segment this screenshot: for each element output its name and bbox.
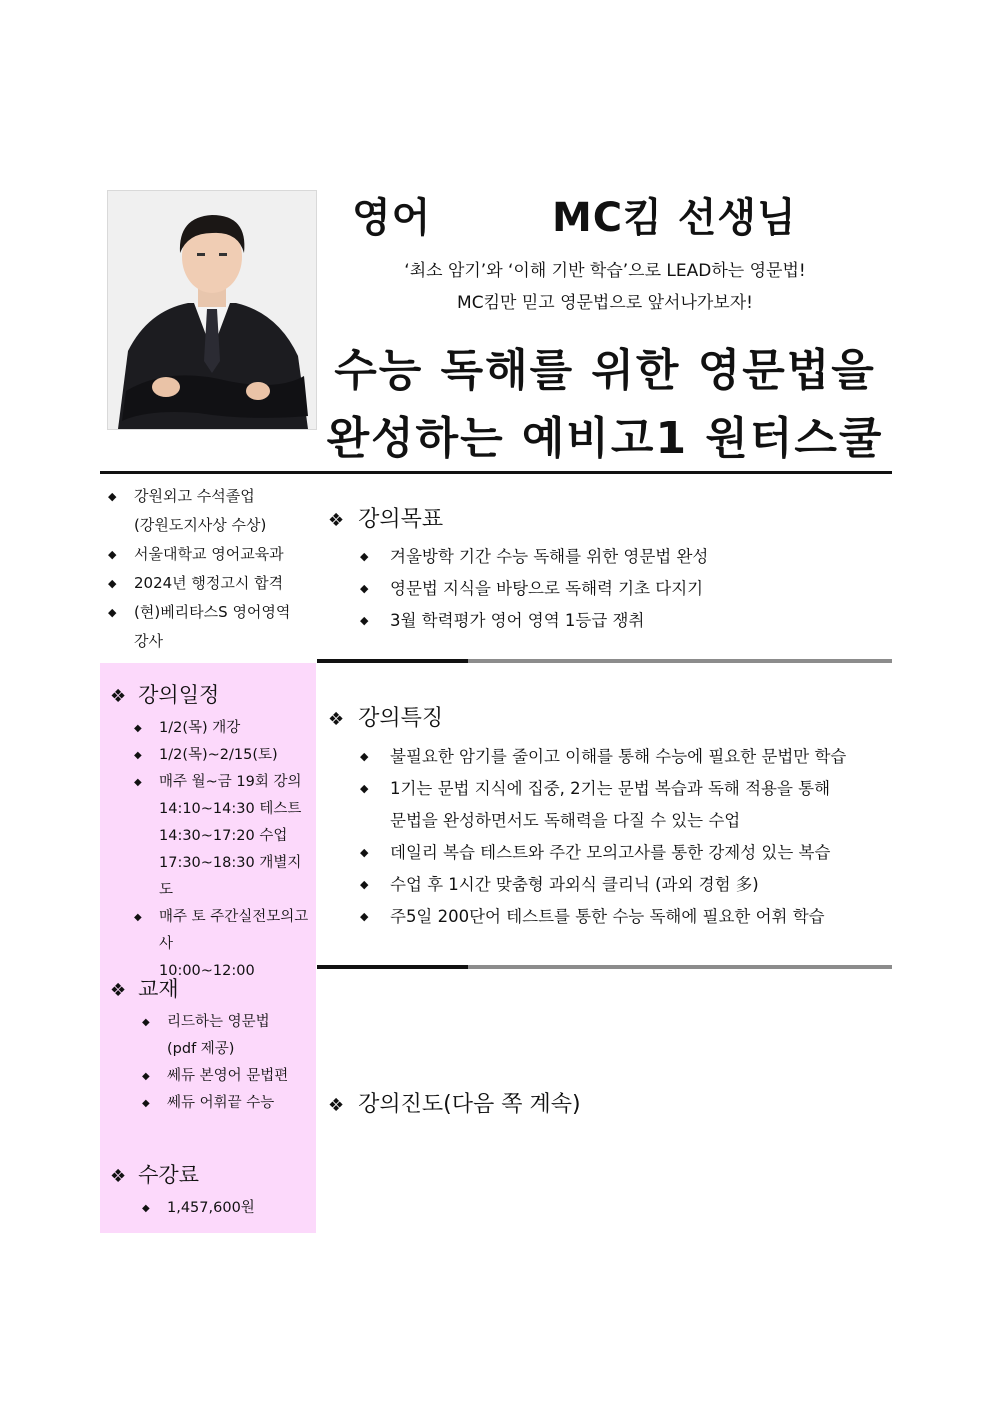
teacher-profile <box>104 482 309 656</box>
bullet-diamond-icon: ◆ <box>134 912 142 923</box>
goals-heading <box>328 502 443 533</box>
bullet-diamond-icon: ◆ <box>142 1098 150 1109</box>
textbook-item <box>142 1009 312 1036</box>
schedule-item-continuation: 17:30~18:30 개별지도 <box>159 855 302 898</box>
schedule-item-text: 매주 토 주간실전모의고사 <box>159 909 309 952</box>
profile-item <box>104 482 309 511</box>
profile-item-text: 2024년 행정고시 합격 <box>134 574 284 592</box>
bullet-diamond-icon: ◆ <box>360 614 369 627</box>
fee-heading <box>110 1159 199 1189</box>
divider-dark-segment <box>317 965 468 969</box>
header-divider <box>100 471 892 474</box>
feature-item-text: 1기는 문법 지식에 집중, 2기는 문법 복습과 독해 적용을 통해 <box>390 779 831 798</box>
profile-item-text: 서울대학교 영어교육과 <box>134 545 284 563</box>
bullet-diamond-icon: ◆ <box>142 1071 150 1082</box>
feature-item-text: 불필요한 암기를 줄이고 이해를 통해 수능에 필요한 문법만 학습 <box>390 747 847 766</box>
progress-heading-text: 강의진도(다음 쪽 계속) <box>358 1092 581 1117</box>
bullet-diamond-icon: ◆ <box>134 750 142 761</box>
features-list <box>360 741 885 933</box>
schedule-item <box>134 769 314 796</box>
goal-item-text: 영문법 지식을 바탕으로 독해력 기초 다지기 <box>390 579 704 598</box>
feature-item-text: 데일리 복습 테스트와 주간 모의고사를 통한 강제성 있는 복습 <box>390 843 831 862</box>
goal-item <box>360 573 880 605</box>
textbook-item-text: 쎄듀 본영어 문법편 <box>167 1068 289 1084</box>
bullet-diamond-icon: ◆ <box>360 878 369 891</box>
feature-item-continuation: 문법을 완성하면서도 독해력을 다질 수 있는 수업 <box>390 811 741 830</box>
fee-item-text: 1,457,600원 <box>167 1200 255 1216</box>
tagline-1: ‘최소 암기’와 ‘이해 기반 학습’으로 LEAD하는 영문법! <box>404 261 806 281</box>
teacher-photo <box>107 190 317 430</box>
feature-item <box>360 773 885 805</box>
bullet-diamond-icon: ◆ <box>360 550 369 563</box>
feature-item <box>360 901 885 933</box>
profile-item-text: (현)베리타스S 영어영역 <box>134 603 291 621</box>
schedule-item <box>134 715 314 742</box>
fee-heading-text: 수강료 <box>138 1163 199 1187</box>
progress-heading <box>328 1087 581 1118</box>
goal-item-text: 겨울방학 기간 수능 독해를 위한 영문법 완성 <box>390 547 709 566</box>
section-diamond-icon: ❖ <box>328 1095 345 1116</box>
bullet-diamond-icon: ◆ <box>108 577 117 590</box>
textbook-heading-text: 교재 <box>138 977 179 1001</box>
feature-item-text: 수업 후 1시간 맞춤형 과외식 클리닉 (과외 경험 多) <box>390 875 759 894</box>
schedule-heading <box>110 679 219 709</box>
schedule-item-continuation: 10:00~12:00 <box>159 963 255 979</box>
teacher-name: MC킴 선생님 <box>552 195 797 241</box>
textbook-item-continuation: (pdf 제공) <box>167 1041 235 1057</box>
bullet-diamond-icon: ◆ <box>360 582 369 595</box>
schedule-list <box>134 715 314 985</box>
goal-item <box>360 541 880 573</box>
section-diamond-icon: ❖ <box>110 1166 127 1187</box>
textbook-item <box>142 1090 312 1117</box>
fee-item <box>142 1195 312 1222</box>
textbook-item-text: 리드하는 영문법 <box>167 1014 270 1030</box>
section-diamond-icon: ❖ <box>328 510 345 531</box>
bullet-diamond-icon: ◆ <box>134 723 142 734</box>
bullet-diamond-icon: ◆ <box>108 606 117 619</box>
schedule-item <box>134 904 314 958</box>
divider-light-segment <box>468 965 892 969</box>
section-diamond-icon: ❖ <box>328 709 345 730</box>
profile-item <box>104 540 309 569</box>
bullet-diamond-icon: ◆ <box>108 548 117 561</box>
schedule-item-continuation: 14:30~17:20 수업 <box>159 828 288 844</box>
textbook-list <box>142 1009 312 1117</box>
profile-item-text: 강원외고 수석졸업 <box>134 487 255 505</box>
textbook-heading <box>110 973 179 1003</box>
goals-list <box>360 541 880 637</box>
divider-dark-segment <box>317 659 468 663</box>
feature-item <box>360 837 885 869</box>
subject-label: 영어 <box>352 195 432 241</box>
feature-item <box>360 869 885 901</box>
section-diamond-icon: ❖ <box>110 980 127 1001</box>
bullet-diamond-icon: ◆ <box>108 490 117 503</box>
divider-light-segment <box>468 659 892 663</box>
profile-item <box>104 569 309 598</box>
bullet-diamond-icon: ◆ <box>360 910 369 923</box>
info-sidebar <box>100 663 316 1233</box>
feature-item-text: 주5일 200단어 테스트를 통한 수능 독해에 필요한 어휘 학습 <box>390 907 825 926</box>
profile-item <box>104 598 309 627</box>
profile-list <box>104 482 309 656</box>
bullet-diamond-icon: ◆ <box>142 1017 150 1028</box>
schedule-item <box>134 742 314 769</box>
goal-item <box>360 605 880 637</box>
bullet-diamond-icon: ◆ <box>360 846 369 859</box>
schedule-item-text: 매주 월~금 19회 강의 <box>159 774 302 790</box>
bullet-diamond-icon: ◆ <box>360 750 369 763</box>
tagline-2: MC킴만 믿고 영문법으로 앞서나가보자! <box>457 293 753 313</box>
textbook-item <box>142 1063 312 1090</box>
goals-heading-text: 강의목표 <box>358 507 444 532</box>
bullet-diamond-icon: ◆ <box>134 777 142 788</box>
fee-list <box>142 1195 312 1222</box>
course-title-line-1: 수능 독해를 위한 영문법을 <box>334 345 876 396</box>
teacher-title <box>352 186 872 241</box>
bullet-diamond-icon: ◆ <box>360 782 369 795</box>
feature-item <box>360 741 885 773</box>
textbook-item-text: 쎄듀 어휘끝 수능 <box>167 1095 275 1111</box>
features-heading-text: 강의특징 <box>358 706 444 731</box>
section-diamond-icon: ❖ <box>110 686 127 707</box>
schedule-item-continuation: 14:10~14:30 테스트 <box>159 801 302 817</box>
course-title-line-2: 완성하는 예비고1 원터스쿨 <box>326 413 884 464</box>
features-heading <box>328 701 443 732</box>
section-divider <box>317 659 892 663</box>
profile-item-continuation: 강사 <box>134 632 163 650</box>
goal-item-text: 3월 학력평가 영어 영역 1등급 쟁취 <box>390 611 645 630</box>
profile-item-continuation: (강원도지사상 수상) <box>134 516 267 534</box>
schedule-heading-text: 강의일정 <box>138 683 220 707</box>
section-divider <box>317 965 892 969</box>
schedule-item-text: 1/2(목)~2/15(토) <box>159 747 278 763</box>
schedule-item-text: 1/2(목) 개강 <box>159 720 241 736</box>
bullet-diamond-icon: ◆ <box>142 1203 150 1214</box>
